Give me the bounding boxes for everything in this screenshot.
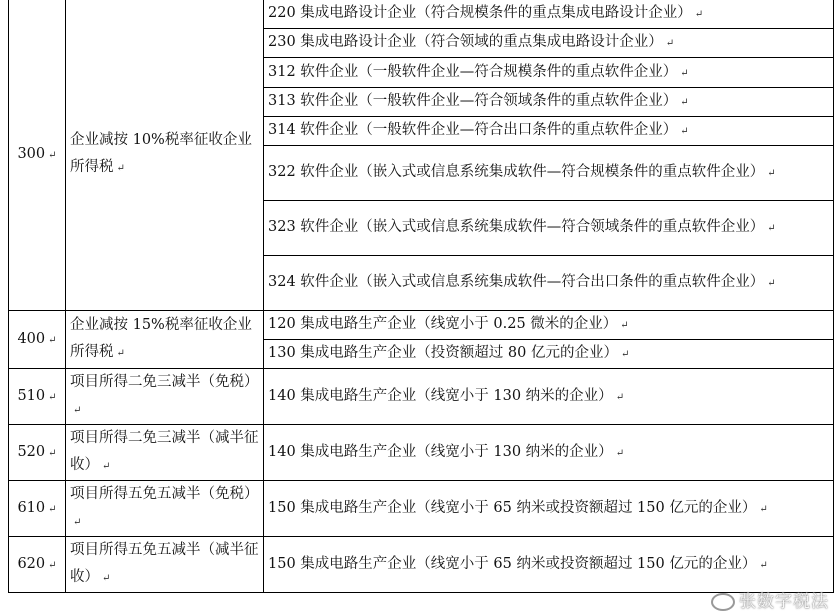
code-cell: 610 ↵ bbox=[9, 481, 66, 537]
sub-cell: 230 集成电路设计企业（符合领域的重点集成电路设计企业） ↵ bbox=[264, 29, 834, 58]
sub-cell: 313 软件企业（一般软件企业—符合领域条件的重点软件企业） ↵ bbox=[264, 88, 834, 117]
type-cell: 项目所得五免五减半（免税）↵ bbox=[66, 481, 264, 537]
code-cell: 510 ↵ bbox=[9, 369, 66, 425]
sub-cell: 150 集成电路生产企业（线宽小于 65 纳米或投资额超过 150 亿元的企业） ↵ bbox=[264, 537, 834, 593]
code-cell: 520 ↵ bbox=[9, 425, 66, 481]
table-row bbox=[9, 425, 834, 481]
code-cell: 400 ↵ bbox=[9, 311, 66, 369]
table-row bbox=[9, 0, 834, 29]
code-cell: 300 ↵ bbox=[9, 0, 66, 311]
sub-cell: 140 集成电路生产企业（线宽小于 130 纳米的企业） ↵ bbox=[264, 369, 834, 425]
policy-table bbox=[8, 0, 834, 593]
type-cell: 项目所得二免三减半（免税）↵ bbox=[66, 369, 264, 425]
sub-cell: 324 软件企业（嵌入式或信息系统集成软件—符合出口条件的重点软件企业） ↵ bbox=[264, 256, 834, 311]
table-row bbox=[9, 537, 834, 593]
sub-cell: 150 集成电路生产企业（线宽小于 65 纳米或投资额超过 150 亿元的企业） ↵ bbox=[264, 481, 834, 537]
type-cell: 企业减按 10%税率征收企业所得税 ↵ bbox=[66, 0, 264, 311]
sub-cell: 140 集成电路生产企业（线宽小于 130 纳米的企业） ↵ bbox=[264, 425, 834, 481]
type-cell: 企业减按 15%税率征收企业所得税 ↵ bbox=[66, 311, 264, 369]
sub-cell: 323 软件企业（嵌入式或信息系统集成软件—符合领域条件的重点软件企业） ↵ bbox=[264, 201, 834, 256]
sub-cell: 322 软件企业（嵌入式或信息系统集成软件—符合规模条件的重点软件企业） ↵ bbox=[264, 146, 834, 201]
sub-cell: 130 集成电路生产企业（投资额超过 80 亿元的企业） ↵ bbox=[264, 340, 834, 369]
type-cell: 项目所得二免三减半（减半征收） ↵ bbox=[66, 425, 264, 481]
sub-cell: 220 集成电路设计企业（符合规模条件的重点集成电路设计企业） ↵ bbox=[264, 0, 834, 29]
table-row bbox=[9, 369, 834, 425]
sub-cell: 314 软件企业（一般软件企业—符合出口条件的重点软件企业） ↵ bbox=[264, 117, 834, 146]
table-row bbox=[9, 481, 834, 537]
table-row bbox=[9, 311, 834, 340]
sub-cell: 120 集成电路生产企业（线宽小于 0.25 微米的企业） ↵ bbox=[264, 311, 834, 340]
watermark: 张数字税法 bbox=[711, 587, 829, 612]
weibo-logo-icon bbox=[711, 593, 735, 611]
sub-cell: 312 软件企业（一般软件企业—符合规模条件的重点软件企业） ↵ bbox=[264, 58, 834, 88]
type-cell: 项目所得五免五减半（减半征收） ↵ bbox=[66, 537, 264, 593]
code-cell: 620 ↵ bbox=[9, 537, 66, 593]
